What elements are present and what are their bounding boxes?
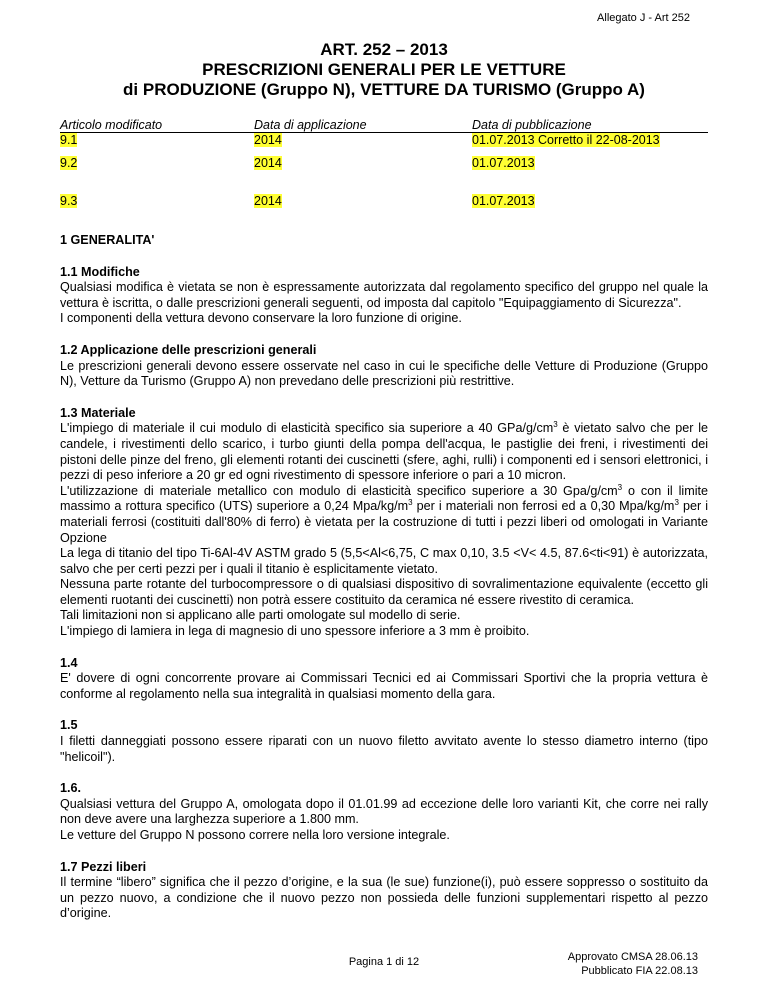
title-line-1: ART. 252 – 2013 (320, 40, 448, 59)
title-line-2: PRESCRIZIONI GENERALI PER LE VETTURE (202, 60, 566, 79)
section-1-5 (60, 718, 708, 765)
paragraph: L'utilizzazione di materiale metallico con modulo di elasticità specifico superiore a 30 Gpa/$g/cm^3$ o con il limite massimo a rottura specifico (UTS) superiore a 0,24 Mpa/$kg/m^3$ per i materiali non ferrosi ed a 0,30 Mpa/$kg/m^3$ per i materiali ferrosi (costituiti dall'80% di ferro) è vietata per la costruzione di tutti i pezzi liberi od omologati in Variante Opzione (60, 482, 708, 545)
paragraph: I filetti danneggiati possono essere riparati con un nuovo filetto avvitato avente lo stesso diametro interno (tipo "helicoil"). (60, 734, 708, 764)
section-title: 1.4 (60, 655, 78, 670)
table-row (60, 118, 708, 156)
document-body (60, 233, 708, 938)
table-row (60, 194, 708, 232)
annex-header: Allegato J - Art 252 (597, 12, 690, 24)
table-cell: 01.07.2013 (472, 156, 535, 170)
amendments-table (60, 118, 708, 232)
page-number: Pagina 1 di 12 (348, 956, 420, 968)
section-title: 1.5 (60, 718, 78, 733)
title-line-3: di PRODUZIONE (Gruppo N), VETTURE DA TURISMO (Gruppo A) (123, 80, 645, 99)
paragraph: E' dovere di ogni concorrente provare ai Commissari Tecnici ed ai Commissari Sportivi che la propria vettura è conforme al regolamento nella sua integralità in qualsiasi momento della gara. (60, 671, 708, 701)
section-title: 1.7 Pezzi liberi (60, 859, 147, 874)
section-title: 1.2 Applicazione delle prescrizioni generali (60, 342, 317, 357)
paragraph: Il termine “libero” significa che il pezzo d’origine, e la sua (le sue) funzione(i), può essere soppresso o sostituito da un pezzo nuovo, a condizione che il nuovo pezzo non possieda delle funzioni supplementari rispetto al pezzo d’origine. (60, 875, 708, 921)
table-row (60, 156, 708, 194)
section-1-1 (60, 265, 708, 327)
paragraph: Nessuna parte rotante del turbocompressore o di qualsiasi dispositivo di sovralimentazione equivalente (eccetto gli elementi ruotanti dei cuscinetti) non potrà essere costituito da ceramica né essere rivestito di ceramica. (60, 577, 708, 607)
paragraph: La lega di titanio del tipo Ti-6Al-4V ASTM grado 5 (5,5<Al<6,75, C max 0,10, 3.5 <V< 4.5, 87.6<ti<91) è autorizzata, salvo che per certi pezzi per i quali il titanio è esplicitamente vietato. (60, 546, 708, 576)
section-1-2 (60, 343, 708, 390)
section-title: 1.3 Materiale (60, 405, 136, 420)
paragraph: Qualsiasi modifica è vietata se non è espressamente autorizzata dal regolamento specifico del gruppo nel quale la vettura è iscritta, o dalle prescrizioni generali seguenti, od imposta dal capitolo "Equipaggiamento di Sicurezza". (60, 280, 708, 310)
document-title (60, 40, 708, 100)
paragraph: Tali limitazioni non si applicano alle parti omologate sul modello di serie. (60, 608, 461, 623)
approved-date: Approvato CMSA 28.06.13 (567, 951, 698, 963)
column-header-article: Articolo modificato (60, 118, 254, 133)
table-cell: 01.07.2013 Corretto il 22-08-2013 (472, 133, 660, 147)
table-cell: 2014 (254, 194, 282, 208)
table-cell: 01.07.2013 (472, 194, 535, 208)
section-1-3 (60, 406, 708, 640)
table-cell: 9.1 (60, 133, 78, 147)
section-heading-generalita: 1 GENERALITA' (60, 233, 155, 247)
paragraph: Le prescrizioni generali devono essere osservate nel caso in cui le specifiche delle Vetture di Produzione (Gruppo N), Vetture da Turismo (Gruppo A) non prevedano delle prescrizioni più restrittive. (60, 358, 708, 389)
paragraph: L'impiego di materiale il cui modulo di elasticità specifico sia superiore a 40 GPa/$g/cm^3$ è vietato salvo che per le candele, i rivestimenti dello scarico, i turbo giunti della pompa dell'acqua, le pastiglie dei freni, i rivestimenti dei pistoni delle pinze del freno, gli elementi rotanti dei cuscinetti (sfere, aghi, rulli) i componenti ed i sensori elettronici, i pezzi di peso inferiore a 20 gr ed ogni rivestimento di spessore inferiore o pari a 10 micron. (60, 420, 708, 483)
table-cell: 9.3 (60, 194, 78, 208)
column-header-publication-date: Data di pubblicazione (472, 118, 708, 133)
section-1-7 (60, 860, 708, 922)
section-1-6 (60, 781, 708, 843)
paragraph: Qualsiasi vettura del Gruppo A, omologata dopo il 01.01.99 ad eccezione delle loro varianti Kit, che corre nei rally non deve avere una larghezza superiore a 1.800 mm. (60, 796, 708, 827)
section-title: 1.6. (60, 781, 82, 796)
column-header-application-date: Data di applicazione (254, 118, 472, 133)
table-cell: 9.2 (60, 156, 78, 170)
section-title: 1.1 Modifiche (60, 264, 140, 279)
published-date: Pubblicato FIA 22.08.13 (581, 965, 698, 977)
table-cell: 2014 (254, 133, 282, 147)
paragraph: Le vetture del Gruppo N possono correre nella loro versione integrale. (60, 828, 450, 842)
paragraph: L'impiego di lamiera in lega di magnesio di uno spessore inferiore a 3 mm è proibito. (60, 624, 530, 639)
paragraph: I componenti della vettura devono conservare la loro funzione di origine. (60, 311, 462, 326)
approval-info (568, 950, 698, 978)
section-1-4 (60, 656, 708, 703)
table-cell: 2014 (254, 156, 282, 170)
